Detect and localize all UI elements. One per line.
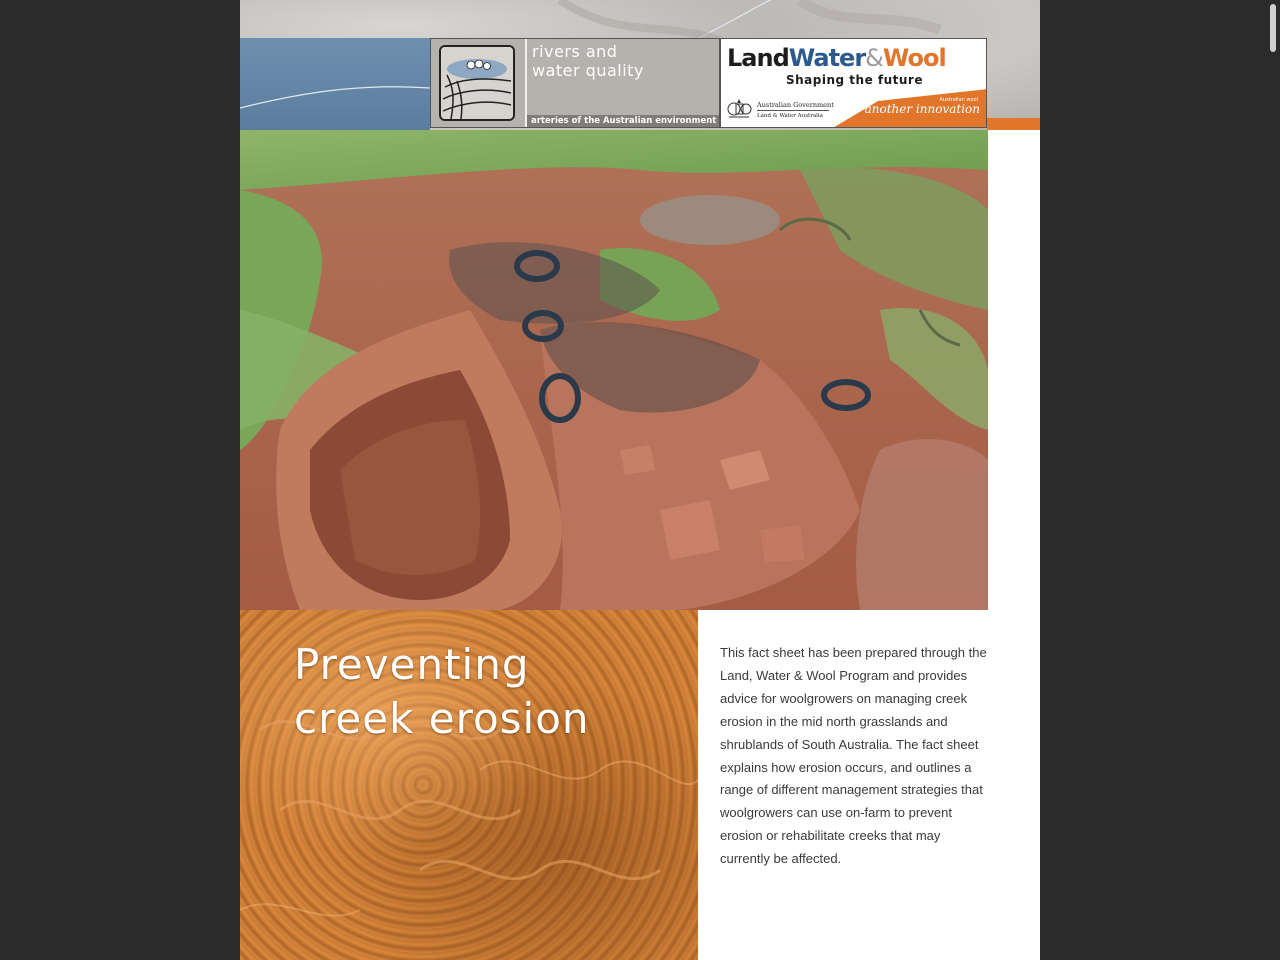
creek-erosion-photo [240, 130, 988, 610]
scrollbar-thumb[interactable] [1270, 4, 1276, 52]
australian-government-block [725, 95, 835, 125]
title-line-1: Preventing [294, 640, 530, 689]
header-curve-decoration [240, 38, 430, 130]
lww-water-text: Water [788, 44, 866, 72]
document-page [240, 0, 1040, 960]
document-title [294, 638, 590, 746]
gov-line1: Australian Government [757, 101, 834, 109]
rivers-divider [525, 39, 527, 127]
lww-land-text: Land [727, 44, 789, 72]
scrollbar[interactable] [1266, 0, 1280, 960]
lww-wordmark [727, 43, 946, 73]
wool-texture-panel [240, 610, 698, 960]
erosion-photo-image [240, 130, 988, 610]
rivers-tagline: arteries of the Australian environment [527, 115, 719, 127]
innovation-small-text: Australian wool [939, 97, 978, 103]
lww-amp-text: & [865, 44, 883, 72]
title-line-2: creek erosion [294, 694, 590, 743]
rivers-title: rivers and water quality [532, 42, 644, 80]
land-water-wool-logo [720, 38, 987, 128]
coat-of-arms-icon [725, 97, 753, 121]
rivers-logo-icon [439, 45, 515, 121]
intro-paragraph: This fact sheet has been prepared through the Land, Water & Wool Program and provides advice for woolgrowers on managing creek erosion in the mid north grasslands and shrublands of South Australia. The fact sheet explains how erosion occurs, and outlines a range of different management strategies that woolgrowers can use on-farm to prevent erosion or rehabilitate creeks that may currently be affected. [720, 645, 987, 867]
lww-tagline: Shaping the future [786, 73, 923, 87]
header-orange-strip [987, 118, 1040, 130]
lww-wool-text: Wool [882, 44, 946, 72]
header-blue-band [240, 38, 430, 130]
rivers-water-quality-banner [430, 38, 720, 128]
gov-rule [757, 110, 829, 111]
another-innovation-text: another innovation [864, 102, 980, 116]
gov-line2: Land & Water Australia [757, 113, 823, 119]
